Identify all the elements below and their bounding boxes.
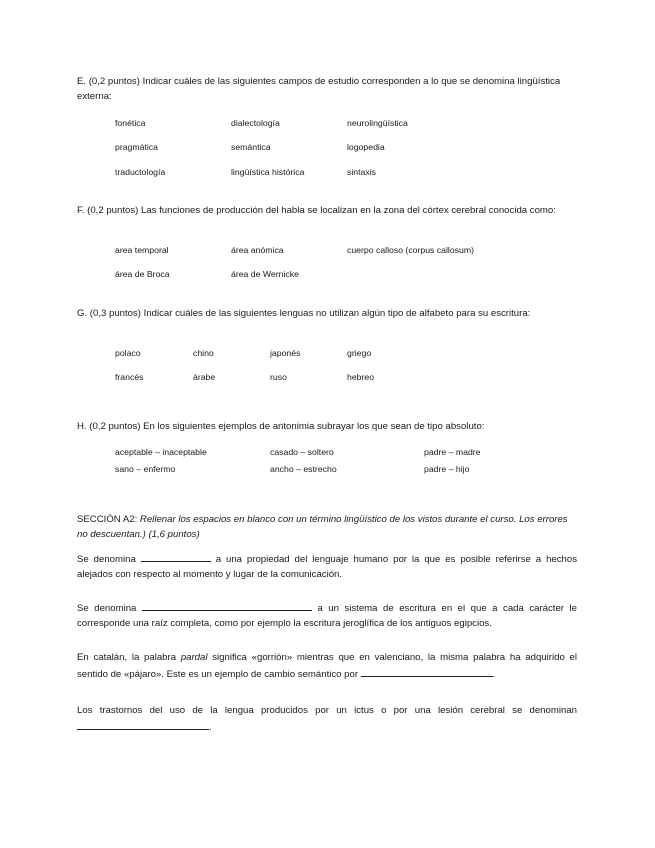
option-g-1: polaco bbox=[115, 348, 141, 358]
option-e-1: fonética bbox=[115, 118, 146, 128]
fill-paragraph-1: Se denomina a una propiedad del lenguaje humano por la que es posible referirse a hechos alejados con respecto al momento y lugar de la comunicación. bbox=[77, 551, 577, 583]
option-g-2: chino bbox=[193, 348, 214, 358]
question-g-text: G. (0,3 puntos) Indicar cuáles de las siguientes lenguas no utilizan algún tipo de alfabeto para su escritura: bbox=[77, 308, 531, 319]
fill-paragraph-2: Se denomina a un sistema de escritura en el que a cada carácter le corresponde una raíz completa, como por ejemplo la escritura jeroglífica de los antiguos egipcios. bbox=[77, 600, 577, 632]
question-e-text: E. (0,2 puntos) Indicar cuáles de las siguientes campos de estudio corresponden a lo que se denomina lingüística externa: bbox=[77, 76, 561, 102]
blank-2[interactable] bbox=[142, 600, 312, 611]
option-h-1: aceptable – inaceptable bbox=[115, 447, 207, 457]
question-f-text: F. (0,2 puntos) Las funciones de producción del habla se localizan en la zona del córtex cerebral conocida como: bbox=[77, 205, 556, 216]
option-g-8: hebreo bbox=[347, 372, 375, 382]
option-e-6: logopedia bbox=[347, 142, 385, 152]
option-f-3: cuerpo calloso (corpus callosum) bbox=[347, 245, 474, 255]
blank-1[interactable] bbox=[141, 551, 211, 562]
option-h-6: padre – hijo bbox=[424, 464, 470, 474]
option-e-5: semántica bbox=[231, 142, 271, 152]
option-h-5: ancho – estrecho bbox=[270, 464, 337, 474]
option-e-7: traductología bbox=[115, 167, 166, 177]
option-h-4: sano – enfermo bbox=[115, 464, 176, 474]
option-g-7: ruso bbox=[270, 372, 287, 382]
fill-paragraph-3: En catalán, la palabra pardal significa «gorrión» mientras que en valenciano, la misma palabra ha adquirido el sentido de «pájaro». Este es un ejemplo de cambio semántico por . bbox=[77, 652, 577, 680]
question-h-text: H. (0,2 puntos) En los siguientes ejemplos de antonimia subrayar los que sean de tipo absoluto: bbox=[77, 421, 485, 432]
option-g-4: griego bbox=[347, 348, 372, 358]
option-g-3: japonés bbox=[270, 348, 301, 358]
option-e-2: dialectología bbox=[231, 118, 280, 128]
section-a2-heading bbox=[77, 513, 577, 543]
option-f-5: área de Wernicke bbox=[231, 269, 299, 279]
option-e-3: neurolingüística bbox=[347, 118, 408, 128]
section-a2-label: SECCIÓN A2: bbox=[77, 514, 140, 525]
blank-4[interactable] bbox=[77, 719, 209, 730]
word-pardal: pardal bbox=[180, 652, 208, 663]
option-e-8: lingüística histórica bbox=[231, 167, 305, 177]
option-f-1: area temporal bbox=[115, 245, 169, 255]
option-e-4: pragmática bbox=[115, 142, 158, 152]
option-f-2: área anómica bbox=[231, 245, 284, 255]
option-e-9: sintaxis bbox=[347, 167, 376, 177]
option-h-2: casado – soltero bbox=[270, 447, 334, 457]
section-a2-instructions: Rellenar los espacios en blanco con un término lingüístico de los vistos durante el curso. Los errores no descuentan.) (1,6 puntos) bbox=[77, 514, 568, 540]
option-g-6: árabe bbox=[193, 372, 216, 382]
option-g-5: francés bbox=[115, 372, 144, 382]
option-f-4: área de Broca bbox=[115, 269, 170, 279]
fill-paragraph-4: Los trastornos del uso de la lengua producidos por un ictus o por una lesión cerebral se denominan . bbox=[77, 705, 577, 733]
blank-3[interactable] bbox=[361, 666, 493, 677]
option-h-3: padre – madre bbox=[424, 447, 481, 457]
